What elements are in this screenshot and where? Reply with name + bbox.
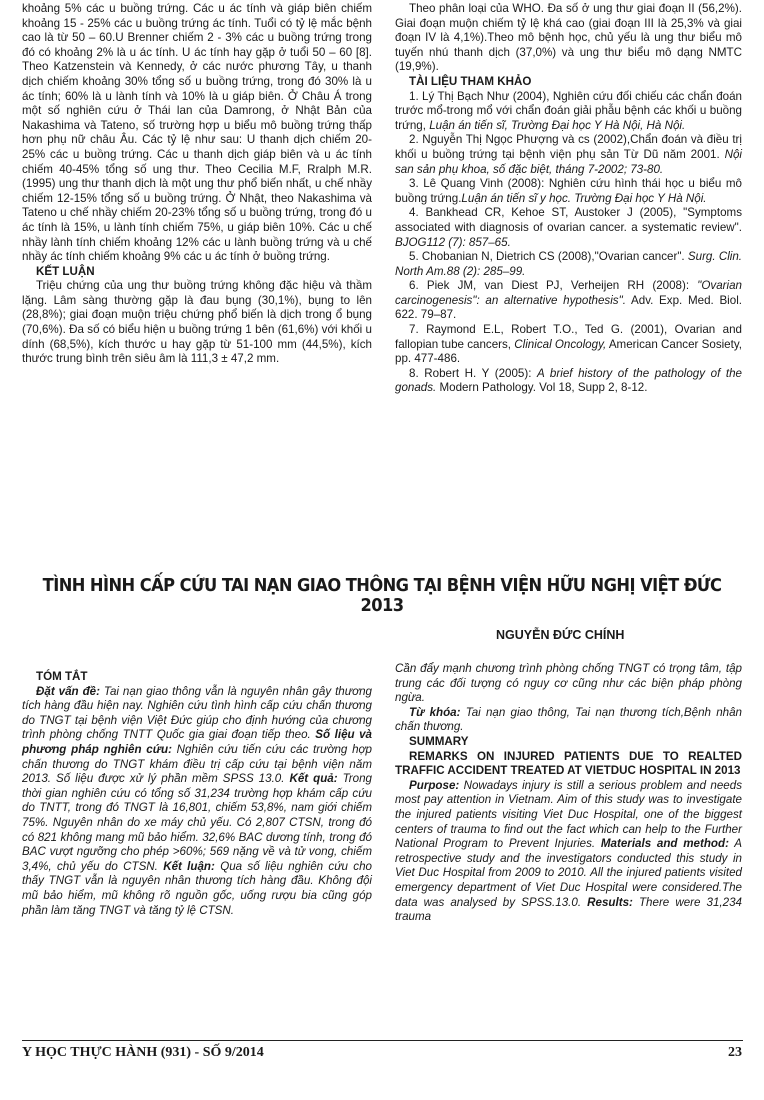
abstract-vietnamese	[22, 670, 372, 918]
keywords	[395, 706, 742, 735]
summary-heading: SUMMARY	[409, 734, 469, 748]
results-label: Kết quả:	[289, 772, 338, 786]
ref-text: 4. Bankhead CR, Kehoe ST, Austoker J (2005), "Symptoms associated with diagnosis of ovarian cancer. a systematic review".	[395, 206, 742, 234]
ref-text: 7. Raymond E.L, Robert T.O., Ted G. (2001), Ovarian and fallopian tube cancers,	[395, 323, 742, 351]
ref-text: 1. Lý Thị Bạch Như (2004), Nghiên cứu đối chiếu các chẩn đoán trước mổ-trong mổ với chẩn đoán giải phẫu bệnh các khối u buồng trứng,	[395, 89, 742, 132]
abstract-continuation: Cần đẩy mạnh chương trình phòng chống TNGT có trọng tâm, tập trung các đối tượng có nguy cơ cũng như các biện pháp phòng ngừa.	[395, 662, 742, 705]
purpose-text: Nowadays injury is still a serious problem and needs most pay attention in Vietnam. Aim of this study was to investigate the injured patients visiting Viet Duc Hospital, one of the biggest centers of trauma to find out the fact which can help to the Further National Program to Prevent Injuries.	[395, 778, 742, 851]
article-title: TÌNH HÌNH CẤP CỨU TAI NẠN GIAO THÔNG TẠI BỆNH VIỆN HỮU NGHỊ VIỆT ĐỨC 2013	[42, 576, 722, 616]
results-label-en: Results:	[587, 895, 633, 909]
methods-text: Nghiên cứu tiến cứu các trường hợp chấn thương do TNGT khám điều trị cấp cứu tại bệnh viện năm 2013. Số liệu được xử lý phần mềm SPSS 13.0.	[22, 742, 372, 786]
intro-paragraph: khoảng 5% các u buồng trứng. Các u ác tính và giáp biên chiếm khoảng 15 - 25% các u buồng trứng ác tính. Tuổi có tỷ lệ mắc bệnh cao là từ 50 – 60.U Brenner chiếm 2 - 3% các u buồng trứng trong đó có khoảng 2% là u ác tính. U ác tính hay gặp ở tuổi 50 – 60 [8]. Theo Katzenstein và Kennedy, ở các nước phương Tây, u thanh dịch chiếm khoảng 30% tổng số u buồng trứng, trong đó 30% là u ác tính; 60% là u lành tính và 10% là u giáp biên. Ở Châu Á trong một số nghiên cứu ở Thái lan của Damrong, ở Nhật Bản của Nakashima và Tateno, số trường hợp u biểu mô buồng trứng thấp hơn phụ nữ châu Âu. Các tỷ lệ như sau: U thanh dịch chiếm 20-25% các u buồng trứng. Các u thanh dịch giáp biên và u ác tính chiếm 40-45% tổng số ung thư. Theo Cecilia M.F, Rralph M.R. (1995) ung thư thanh dịch là một ung thư phổ biến nhất, u chế nhầy chiếm 12-15% tổng số u buồng trứng. Ở Nhật, theo Nakashima và Tateno u chế nhầy chiếm 20-23% tổng số u buồng trứng, trong đó u ác tính là 15%, u lành tính chiếm 75%, u giáp biên 10%. Các u chế nhầy lành tính chiếm khoảng 12% các u lành buồng trứng và u chế nhầy ác tính chiếm khoảng 9% các u ác tính ở buồng trứng.	[22, 2, 372, 264]
reference-item	[395, 133, 742, 177]
conclusion-heading: KẾT LUẬN	[36, 264, 95, 278]
background-text: Tai nạn giao thông vẫn là nguyên nhân gây thương tích hàng đầu hiện nay. Nghiên cứu tình hình cấp cứu chấn thương do TNGT tại bệnh viện Việt Đức giúp cho định hướng của chương trình phòng chống TNTT Quốc gia giai đoạn tiếp theo.	[22, 684, 372, 742]
english-abstract-body	[395, 779, 742, 925]
materials-text: A retrospective study and the investigators conducted this study in Viet Duc Hospital from 2009 to 2010. All the injured patients visited emergency department of Viet Duc Hospital were considered.The data was analysed by SPSS.13.0.	[395, 837, 743, 909]
results-text-en: There were 31,234 trauma	[395, 895, 742, 924]
english-title: REMARKS ON INJURED PATIENTS DUE TO REALTED TRAFFIC ACCIDENT TREATED AT VIETDUC HOSPITAL IN 2013	[395, 749, 742, 778]
conclusion-label: Kết luận:	[163, 859, 215, 873]
abstract-english-column	[395, 662, 742, 925]
reference-item	[395, 90, 742, 134]
methods-label: Số liệu và phương pháp nghiên cứu:	[22, 728, 373, 756]
page-number: 23	[728, 1045, 742, 1060]
reference-item	[395, 323, 742, 367]
ref-source: Clinical Oncology,	[514, 337, 607, 351]
ref-text: 5. Chobanian N, Dietrich CS (2008),"Ovarian cancer".	[409, 250, 688, 264]
conclusion-paragraph: Triệu chứng của ung thư buồng trứng không đặc hiệu và thầm lặng. Lâm sàng thường gặp là đau bụng (30,1%), bụng to lên (28,8%); giai đoạn muộn triệu chứng phổ biến là dịch trong ổ bụng (70,6%). Đa số có biểu hiện u buồng trứng 1 bên (61,6%) với khối u dính (68,5%), kích thước u hay gặp từ 51-100 mm (44,5%), kích thước trung bình trên siêu âm là 111,3 ± 47,2 mm.	[22, 279, 372, 366]
background-label: Đặt vấn đề:	[36, 684, 100, 698]
top-left-column	[22, 2, 372, 367]
reference-list	[395, 90, 742, 396]
ref-tail: Modern Pathology. Vol 18, Supp 2, 8-12.	[436, 381, 648, 395]
reference-item	[395, 250, 742, 279]
ref-source: A brief history of the pathology of the gonads.	[395, 366, 743, 395]
ref-text: 8. Robert H. Y (2005):	[409, 366, 538, 380]
ref-source: "Ovarian carcinogenesis": an alternative hypothesis".	[395, 279, 742, 307]
ref-text: 2. Nguyễn Thị Ngọc Phượng và cs (2002),Chẩn đoán và điều trị khối u buồng trứng tại bệnh viện phụ sản Từ Dũ năm 2001.	[395, 133, 742, 161]
keywords-text: Tai nạn giao thông, Tai nạn thương tích,Bệnh nhân chấn thương.	[395, 705, 742, 734]
abstract-body	[22, 685, 372, 919]
who-paragraph: Theo phân loại của WHO. Đa số ở ung thư giai đoạn II (56,2%). Giai đoạn muộn chiếm tỷ lệ khá cao (giai đoạn III là 25,3% và giai đoạn IV là 4,1%).Theo mô bệnh học, chủ yếu là ung thư biểu mô tuyến nhú thanh dịch (37,0%) và ung thư biểu mô dạng NMTC (19,9%).	[395, 2, 742, 74]
ref-source: Luận án tiến sĩ, Trường Đại học Y Hà Nội, Hà Nội.	[429, 118, 686, 132]
conclusion-text: Qua số liệu nghiên cứu cho thấy TNGT vẫn là nguyên nhân thương tích hàng đầu. Không đội mũ bảo hiểm, mũ không rõ nguồn gốc, uống rượu bia cũng góp phần làm tăng TNGT và tăng tỷ lệ CTSN.	[22, 859, 372, 917]
ref-source: Surg. Clin. North Am.88 (2): 285–99.	[395, 250, 743, 278]
results-text: Trong thời gian nghiên cứu có tổng số 31,234 trường hợp khám cấp cứu do TNTT, trong đó TNGT là 16,801, chiếm 53,8%, nam giới chiếm 75%. Nguyên nhân do xe máy chủ yếu. Có 2,807 CTSN, trong đó có 821 không mang mũ bảo hiểm. 32,6% BAC dương tính, trong đó BAC vượt ngưỡng cho phép >60%; 569 nặng về và tử vong, chiếm 3,4%, chủ yếu do CTSN.	[22, 772, 373, 873]
keywords-label: Từ khóa:	[409, 705, 461, 719]
reference-item	[395, 177, 742, 206]
ref-source: Luận án tiến sĩ y học. Trường Đại học Y Hà Nội.	[461, 191, 707, 205]
footer-rule	[22, 1040, 743, 1041]
references-heading: TÀI LIỆU THAM KHẢO	[409, 74, 532, 88]
ref-tail: American Cancer Sosiety, pp. 477-486.	[395, 337, 743, 366]
ref-text: 6. Piek JM, van Diest PJ, Verheijen RH (2008):	[409, 279, 698, 293]
reference-item	[395, 279, 742, 323]
ref-source: Nội san sản phụ khoa, số đặc biệt, tháng 7-2002; 73-80.	[395, 147, 742, 176]
journal-name: Y HỌC THỰC HÀNH (931) - SỐ 9/2014	[22, 1045, 264, 1060]
ref-source: BJOG112 (7): 857–65.	[395, 235, 511, 249]
reference-item	[395, 367, 742, 396]
top-right-column	[395, 2, 742, 396]
author-name: NGUYỄN ĐỨC CHÍNH	[496, 628, 625, 642]
ref-tail: Adv. Exp. Med. Biol. 622. 79–87.	[395, 293, 742, 322]
ref-text: 3. Lê Quang Vinh (2008): Nghiên cứu hình thái học u biểu mô buồng trứng.	[395, 177, 742, 205]
abstract-heading: TÓM TẮT	[36, 670, 88, 683]
purpose-label: Purpose:	[409, 778, 460, 792]
materials-label: Materials and method:	[600, 837, 729, 851]
reference-item	[395, 206, 742, 250]
